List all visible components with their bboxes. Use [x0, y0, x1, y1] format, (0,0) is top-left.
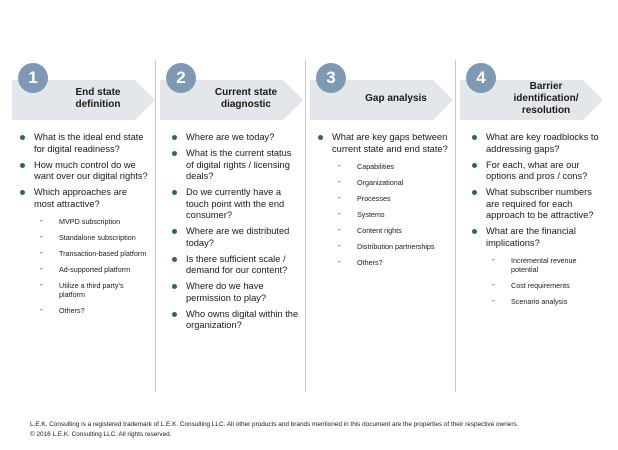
sub-item [338, 178, 453, 187]
footer [30, 420, 610, 439]
sub-list [492, 256, 604, 306]
step-title: Gap analysis [365, 93, 427, 104]
question-text: How much control do we want over our digital rights? [34, 159, 148, 181]
dash-icon: - [40, 216, 43, 225]
sub-item [40, 281, 148, 299]
sub-item [492, 297, 604, 306]
question-text: What are key roadblocks to addressing gaps? [486, 132, 599, 154]
bullet-dot-icon [172, 151, 177, 156]
question-list [172, 132, 300, 336]
dash-icon: - [338, 257, 341, 266]
sub-item-text: Others? [59, 306, 85, 315]
sub-item [40, 233, 148, 242]
sub-item [338, 242, 453, 251]
question-text: Where are we distributed today? [186, 226, 290, 248]
question-item [172, 309, 300, 332]
sub-list [40, 217, 148, 315]
question-item [172, 132, 300, 144]
bullet-dot-icon [172, 229, 177, 234]
question-text: Is there sufficient scale / demand for our content? [186, 253, 288, 275]
sub-item [492, 256, 604, 274]
column-divider [305, 60, 306, 392]
sub-item-text: Cost requirements [511, 281, 570, 290]
step-number-badge: 4 [466, 63, 496, 93]
step-number-badge: 1 [18, 63, 48, 93]
sub-item-text: Organizational [357, 178, 404, 187]
dash-icon: - [338, 209, 341, 218]
bullet-dot-icon [20, 163, 25, 168]
question-text: What subscriber numbers are required for each approach to be attractive? [486, 187, 594, 220]
step-title: Barrier identification/ resolution [513, 81, 579, 116]
dash-icon: - [492, 280, 495, 289]
sub-item-text: Processes [357, 194, 391, 203]
dash-icon: - [40, 248, 43, 257]
sub-item [40, 306, 148, 315]
bullet-dot-icon [472, 163, 477, 168]
dash-icon: - [40, 232, 43, 241]
bullet-dot-icon [172, 284, 177, 289]
question-text: Where are we today? [186, 132, 275, 142]
bullet-dot-icon [20, 135, 25, 140]
question-text: What is the ideal end state for digital readiness? [34, 132, 144, 154]
question-item [172, 187, 300, 222]
question-item [318, 132, 453, 267]
sub-item-text: MVPD subscription [59, 217, 121, 226]
sub-list [338, 162, 453, 267]
sub-item-text: Content rights [357, 226, 402, 235]
question-text: Do we currently have a touch point with the end consumer? [186, 187, 285, 220]
dash-icon: - [40, 305, 43, 314]
question-item [472, 187, 604, 222]
sub-item [40, 265, 148, 274]
question-item [172, 226, 300, 249]
question-list [318, 132, 453, 274]
dash-icon: - [492, 255, 495, 264]
bullet-dot-icon [472, 135, 477, 140]
column-divider [455, 60, 456, 392]
bullet-dot-icon [318, 135, 323, 140]
question-item [472, 226, 604, 306]
dash-icon: - [40, 264, 43, 273]
footer-trademark: L.E.K. Consulting is a registered trademark of L.E.K. Consulting LLC. All other products and brands mentioned in this document are the properties of their respective owners. [30, 421, 519, 428]
sub-item-text: Incremental revenue potential [511, 256, 577, 274]
sub-item-text: Distribution partnerships [357, 242, 435, 251]
question-text: Which approaches are most attractive? [34, 187, 128, 209]
question-list [20, 132, 148, 322]
sub-item [338, 258, 453, 267]
question-text: For each, what are our options and pros / cons? [486, 159, 588, 181]
dash-icon: - [338, 177, 341, 186]
bullet-dot-icon [172, 135, 177, 140]
sub-item [40, 249, 148, 258]
sub-item [338, 210, 453, 219]
question-text: Who owns digital within the organization? [186, 308, 299, 330]
sub-item-text: Others? [357, 258, 383, 267]
question-item [172, 254, 300, 277]
sub-item-text: Ad-supported platform [59, 265, 131, 274]
dash-icon: - [40, 280, 43, 289]
question-text: Where do we have permission to play? [186, 281, 267, 303]
question-text: What are the financial implications? [486, 226, 576, 248]
dash-icon: - [338, 225, 341, 234]
question-item [20, 160, 148, 183]
dash-icon: - [338, 241, 341, 250]
sub-item [492, 281, 604, 290]
sub-item [338, 194, 453, 203]
question-item [20, 132, 148, 155]
dash-icon: - [338, 193, 341, 202]
question-list [472, 132, 604, 313]
bullet-dot-icon [172, 312, 177, 317]
question-item [172, 148, 300, 183]
sub-item [338, 226, 453, 235]
sub-item-text: Capabilities [357, 162, 395, 171]
bullet-dot-icon [472, 190, 477, 195]
step-title: End state definition [75, 87, 121, 110]
sub-item-text: Scenario analysis [511, 297, 568, 306]
question-text: What are key gaps between current state and end state? [332, 132, 448, 154]
footer-copyright: © 2016 L.E.K. Consulting LLC. All rights reserved. [30, 430, 172, 438]
sub-item-text: Utilize a third party’s platform [59, 281, 124, 299]
question-text: What is the current status of digital rights / licensing deals? [186, 148, 292, 181]
step-number-badge: 2 [166, 63, 196, 93]
column-divider [155, 60, 156, 392]
bullet-dot-icon [172, 190, 177, 195]
bullet-dot-icon [472, 229, 477, 234]
bullet-dot-icon [172, 257, 177, 262]
sub-item-text: Systems [357, 210, 385, 219]
bullet-dot-icon [20, 190, 25, 195]
dash-icon: - [338, 161, 341, 170]
question-item [472, 160, 604, 183]
sub-item-text: Transaction-based platform [59, 249, 147, 258]
question-item [20, 187, 148, 315]
step-title: Current state diagnostic [214, 87, 278, 110]
sub-item [40, 217, 148, 226]
dash-icon: - [492, 296, 495, 305]
question-item [172, 281, 300, 304]
sub-item-text: Standalone subscription [59, 233, 136, 242]
step-number-badge: 3 [316, 63, 346, 93]
sub-item [338, 162, 453, 171]
question-item [472, 132, 604, 155]
